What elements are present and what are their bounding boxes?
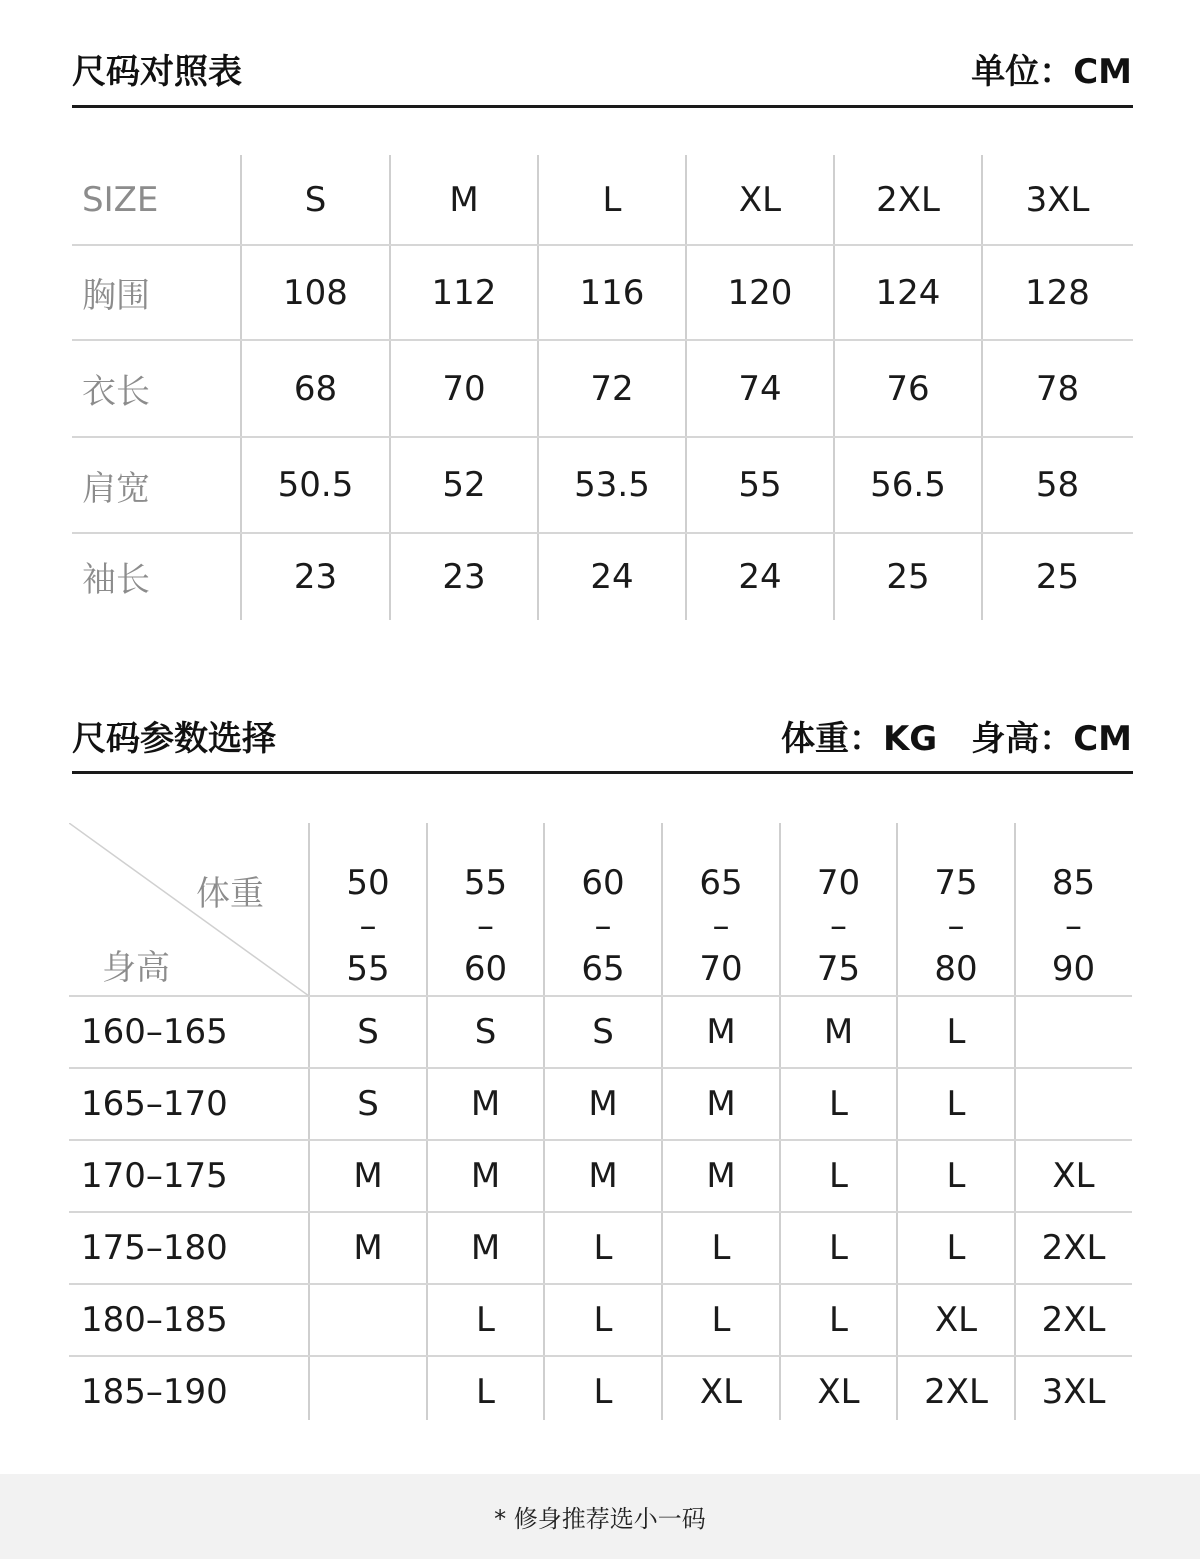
corner-weight-label: 体重	[196, 873, 264, 914]
recommended-size-cell: L	[711, 1228, 731, 1268]
recommended-size-cell: M	[470, 1084, 501, 1124]
recommended-size-cell: XL	[934, 1300, 978, 1340]
recommended-size-cell: L	[476, 1300, 495, 1340]
measurement-value: 23	[442, 556, 486, 597]
size-header-cell: 3XL	[1025, 180, 1090, 220]
recommended-size-cell	[1015, 1068, 1132, 1140]
measurement-label: 肩宽	[82, 468, 150, 509]
recommended-size-cell: S	[474, 1012, 497, 1052]
size-header-label: SIZE	[82, 180, 159, 220]
weight-range-sep: –	[947, 906, 965, 946]
height-range-label: 185–190	[81, 1372, 228, 1412]
height-range-label: 170–175	[81, 1156, 228, 1196]
recommended-size-cell: XL	[699, 1372, 743, 1412]
size-chart-rule	[72, 105, 1133, 108]
weight-range-sep: –	[477, 906, 494, 946]
recommended-size-cell: M	[588, 1156, 618, 1196]
recommended-size-cell: M	[588, 1084, 618, 1124]
recommended-size-cell: S	[592, 1012, 614, 1052]
recommended-size-cell: L	[829, 1084, 848, 1124]
size-header-cell: M	[449, 180, 479, 220]
weight-range-to: 80	[934, 949, 978, 989]
size-header-cell: S	[304, 180, 327, 220]
weight-range-sep: –	[594, 906, 612, 946]
measurement-value: 50.5	[277, 465, 354, 505]
size-guide-units: 体重：KG 身高：CM	[780, 719, 1132, 759]
measurement-value: 55	[738, 465, 782, 505]
size-guide-rule	[72, 771, 1133, 774]
recommended-size-cell	[1015, 996, 1132, 1068]
size-header-cell: XL	[738, 180, 782, 220]
weight-range-from: 55	[463, 863, 508, 903]
measurement-value: 68	[293, 368, 338, 409]
weight-range-to: 65	[581, 949, 625, 989]
measurement-label: 衣长	[82, 372, 150, 412]
recommended-size-cell: M	[470, 1228, 501, 1268]
recommended-size-cell: 2XL	[924, 1372, 988, 1412]
recommended-size-cell	[309, 1284, 427, 1356]
weight-range-header	[897, 862, 1015, 991]
measurement-value: 116	[579, 272, 645, 313]
weight-range-sep: –	[830, 906, 847, 946]
weight-range-header	[427, 862, 544, 991]
measurement-label: 袖长	[82, 560, 150, 600]
recommended-size-cell: L	[711, 1300, 731, 1340]
recommended-size-cell: L	[946, 1156, 966, 1196]
measurement-value: 128	[1025, 272, 1090, 313]
weight-range-header	[1015, 862, 1132, 991]
recommended-size-cell: S	[357, 1012, 379, 1052]
recommended-size-cell: M	[353, 1156, 383, 1196]
recommended-size-cell: L	[593, 1300, 613, 1340]
weight-range-header	[780, 862, 897, 991]
recommended-size-cell: M	[353, 1228, 383, 1268]
size-header-cell: 2XL	[876, 180, 940, 220]
recommended-size-cell: M	[706, 1156, 736, 1196]
height-range-label: 175–180	[81, 1228, 228, 1268]
measurement-label: 胸围	[82, 276, 150, 316]
weight-range-from: 50	[346, 863, 390, 903]
recommended-size-cell: 3XL	[1041, 1372, 1106, 1412]
size-header-cell: L	[602, 180, 622, 220]
recommended-size-cell	[309, 1356, 427, 1428]
recommended-size-cell: L	[829, 1300, 848, 1340]
weight-range-header	[662, 862, 780, 991]
recommended-size-cell: S	[357, 1084, 379, 1124]
measurement-value: 70	[442, 368, 486, 409]
measurement-value: 23	[293, 556, 338, 597]
size-chart-title: 尺码对照表	[72, 52, 242, 92]
weight-range-header	[309, 862, 427, 991]
weight-range-to: 55	[346, 949, 390, 989]
size-chart-unit: 单位：CM	[971, 52, 1132, 92]
recommended-size-cell: L	[946, 1012, 966, 1052]
weight-range-from: 75	[934, 863, 978, 903]
measurement-value: 72	[590, 368, 634, 409]
measurement-value: 24	[738, 556, 782, 597]
height-range-label: 160–165	[81, 1012, 228, 1052]
recommended-size-cell: L	[829, 1228, 848, 1268]
measurement-value: 24	[590, 556, 634, 597]
recommended-size-cell: XL	[817, 1372, 860, 1412]
measurement-value: 76	[886, 368, 930, 409]
recommended-size-cell: L	[946, 1084, 966, 1124]
measurement-value: 25	[886, 556, 930, 597]
weight-range-from: 70	[816, 863, 861, 903]
weight-range-to: 75	[816, 949, 861, 989]
measurement-value: 25	[1035, 556, 1080, 597]
measurement-value: 53.5	[574, 465, 650, 505]
measurement-value: 124	[875, 272, 941, 313]
measurement-value: 78	[1035, 368, 1080, 409]
weight-range-sep: –	[712, 906, 730, 946]
weight-range-to: 60	[463, 949, 508, 989]
recommended-size-cell: L	[829, 1156, 848, 1196]
measurement-value: 56.5	[870, 465, 946, 505]
weight-range-from: 85	[1051, 863, 1096, 903]
weight-range-from: 65	[699, 863, 743, 903]
corner-height-label: 身高	[102, 947, 170, 988]
weight-range-to: 90	[1051, 949, 1096, 989]
height-range-label: 165–170	[81, 1084, 228, 1124]
height-range-label: 180–185	[81, 1300, 228, 1340]
recommended-size-cell: XL	[1052, 1156, 1095, 1196]
measurement-value: 108	[283, 272, 348, 313]
measurement-value: 112	[431, 272, 497, 313]
weight-range-header	[544, 862, 662, 991]
size-guide-title: 尺码参数选择	[72, 719, 276, 759]
recommended-size-cell: M	[470, 1156, 501, 1196]
footer-note: * 修身推荐选小一码	[0, 1474, 1200, 1559]
recommended-size-cell: 2XL	[1041, 1300, 1106, 1340]
recommended-size-cell: L	[476, 1372, 495, 1412]
weight-range-sep: –	[1065, 906, 1082, 946]
measurement-value: 58	[1035, 465, 1080, 505]
recommended-size-cell: M	[706, 1012, 736, 1052]
recommended-size-cell: M	[706, 1084, 736, 1124]
measurement-value: 120	[727, 272, 793, 313]
recommended-size-cell: 2XL	[1041, 1228, 1106, 1268]
recommended-size-cell: L	[593, 1228, 613, 1268]
weight-range-to: 70	[699, 949, 743, 989]
recommended-size-cell: M	[823, 1012, 854, 1052]
recommended-size-cell: L	[593, 1372, 613, 1412]
measurement-value: 74	[738, 368, 782, 409]
recommended-size-cell: L	[946, 1228, 966, 1268]
weight-range-from: 60	[581, 863, 625, 903]
weight-range-sep: –	[359, 906, 377, 946]
measurement-value: 52	[442, 465, 486, 505]
